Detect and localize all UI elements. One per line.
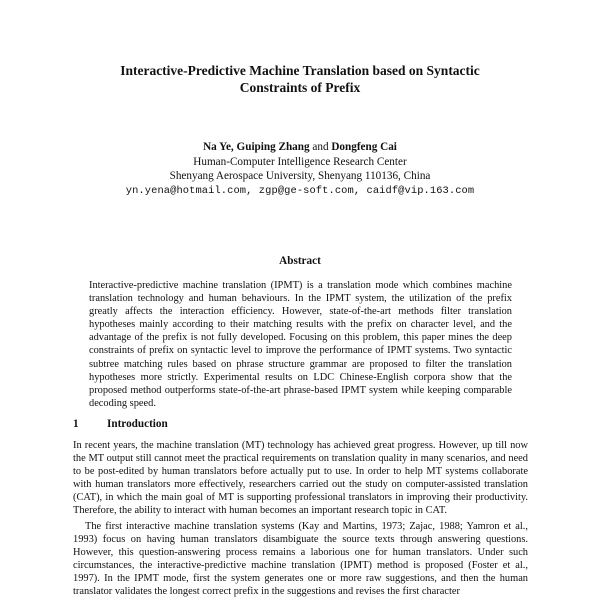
section-heading — [73, 418, 168, 430]
section-number: 1 — [73, 418, 79, 430]
section-title: Introduction — [107, 418, 168, 430]
affiliation-2: Shenyang Aerospace University, Shenyang 110136, China — [169, 170, 431, 182]
author-and: and — [312, 141, 329, 153]
abstract-text: Interactive-predictive machine translation (IPMT) is a translation mode which combines machine translation technology and human behaviours. In the IPMT system, the utilization of the prefix greatly affects the interaction efficiency. However, state-of-the-art methods filter translation hypotheses mainly according to their matching results with the prefix on character level, and the advantage of the prefix is not fully developed. Focusing on this problem, this paper mines the deep constraints of prefix on syntactic level to improve the performance of IPMT systems. Two syntactic subtree matching rules based on phrase structure grammar are proposed to filter the translation hypotheses more strictly. Experimental results on LDC Chinese-English corpora show that the proposed method outperforms state-of-the-art phrase-based IPMT system while keeping comparable decoding speed. — [89, 280, 512, 409]
intro-paragraph-1: In recent years, the machine translation (MT) technology has achieved great progress. However, up till now the MT output still cannot meet the practical requirements on translation quality in many scenarios, and need to be post-edited by human translators before actually put to use. In order to help MT systems collaborate with human translators more effectively, researchers carried out the study on computer-assisted translation (CAT), in which the main goal of MT is supporting professional translators in improving their productivity. Therefore, the ability to interact with human becomes an important research topic in CAT. — [73, 440, 528, 517]
paper-title — [60, 62, 540, 96]
affiliation-1: Human-Computer Intelligence Research Center — [193, 155, 407, 168]
section-body — [73, 439, 528, 598]
intro-paragraph-2: The first interactive machine translation systems (Kay and Martins, 1973; Zajac, 1988; Yamron et al., 1993) focus on having human translators disambiguate the source texts through answering questions. However, this question-answering process remains a laborious one for human translators. Under such circumstances, the interactive-predictive machine translation (IPMT) method is proposed (Foster et al., 1997). In the IPMT mode, first the system generates one or more raw suggestions, and then the human translator validates the longest correct prefix in the suggestions and revises the first character — [73, 520, 528, 598]
title-line-2: Constraints of Prefix — [239, 80, 361, 95]
abstract-heading: Abstract — [279, 255, 321, 267]
author-1: Na Ye — [203, 141, 231, 153]
title-line-1: Interactive-Predictive Machine Translation based on Syntactic — [120, 63, 480, 78]
author-names: Na Ye, Guiping Zhang and Dongfeng Cai — [203, 141, 397, 153]
author-block — [60, 140, 540, 198]
author-2: Guiping Zhang — [236, 141, 310, 153]
author-3: Dongfeng Cai — [331, 141, 397, 153]
author-emails: yn.yena@hotmail.com, zgp@ge-soft.com, caidf@vip.163.com — [125, 184, 475, 197]
